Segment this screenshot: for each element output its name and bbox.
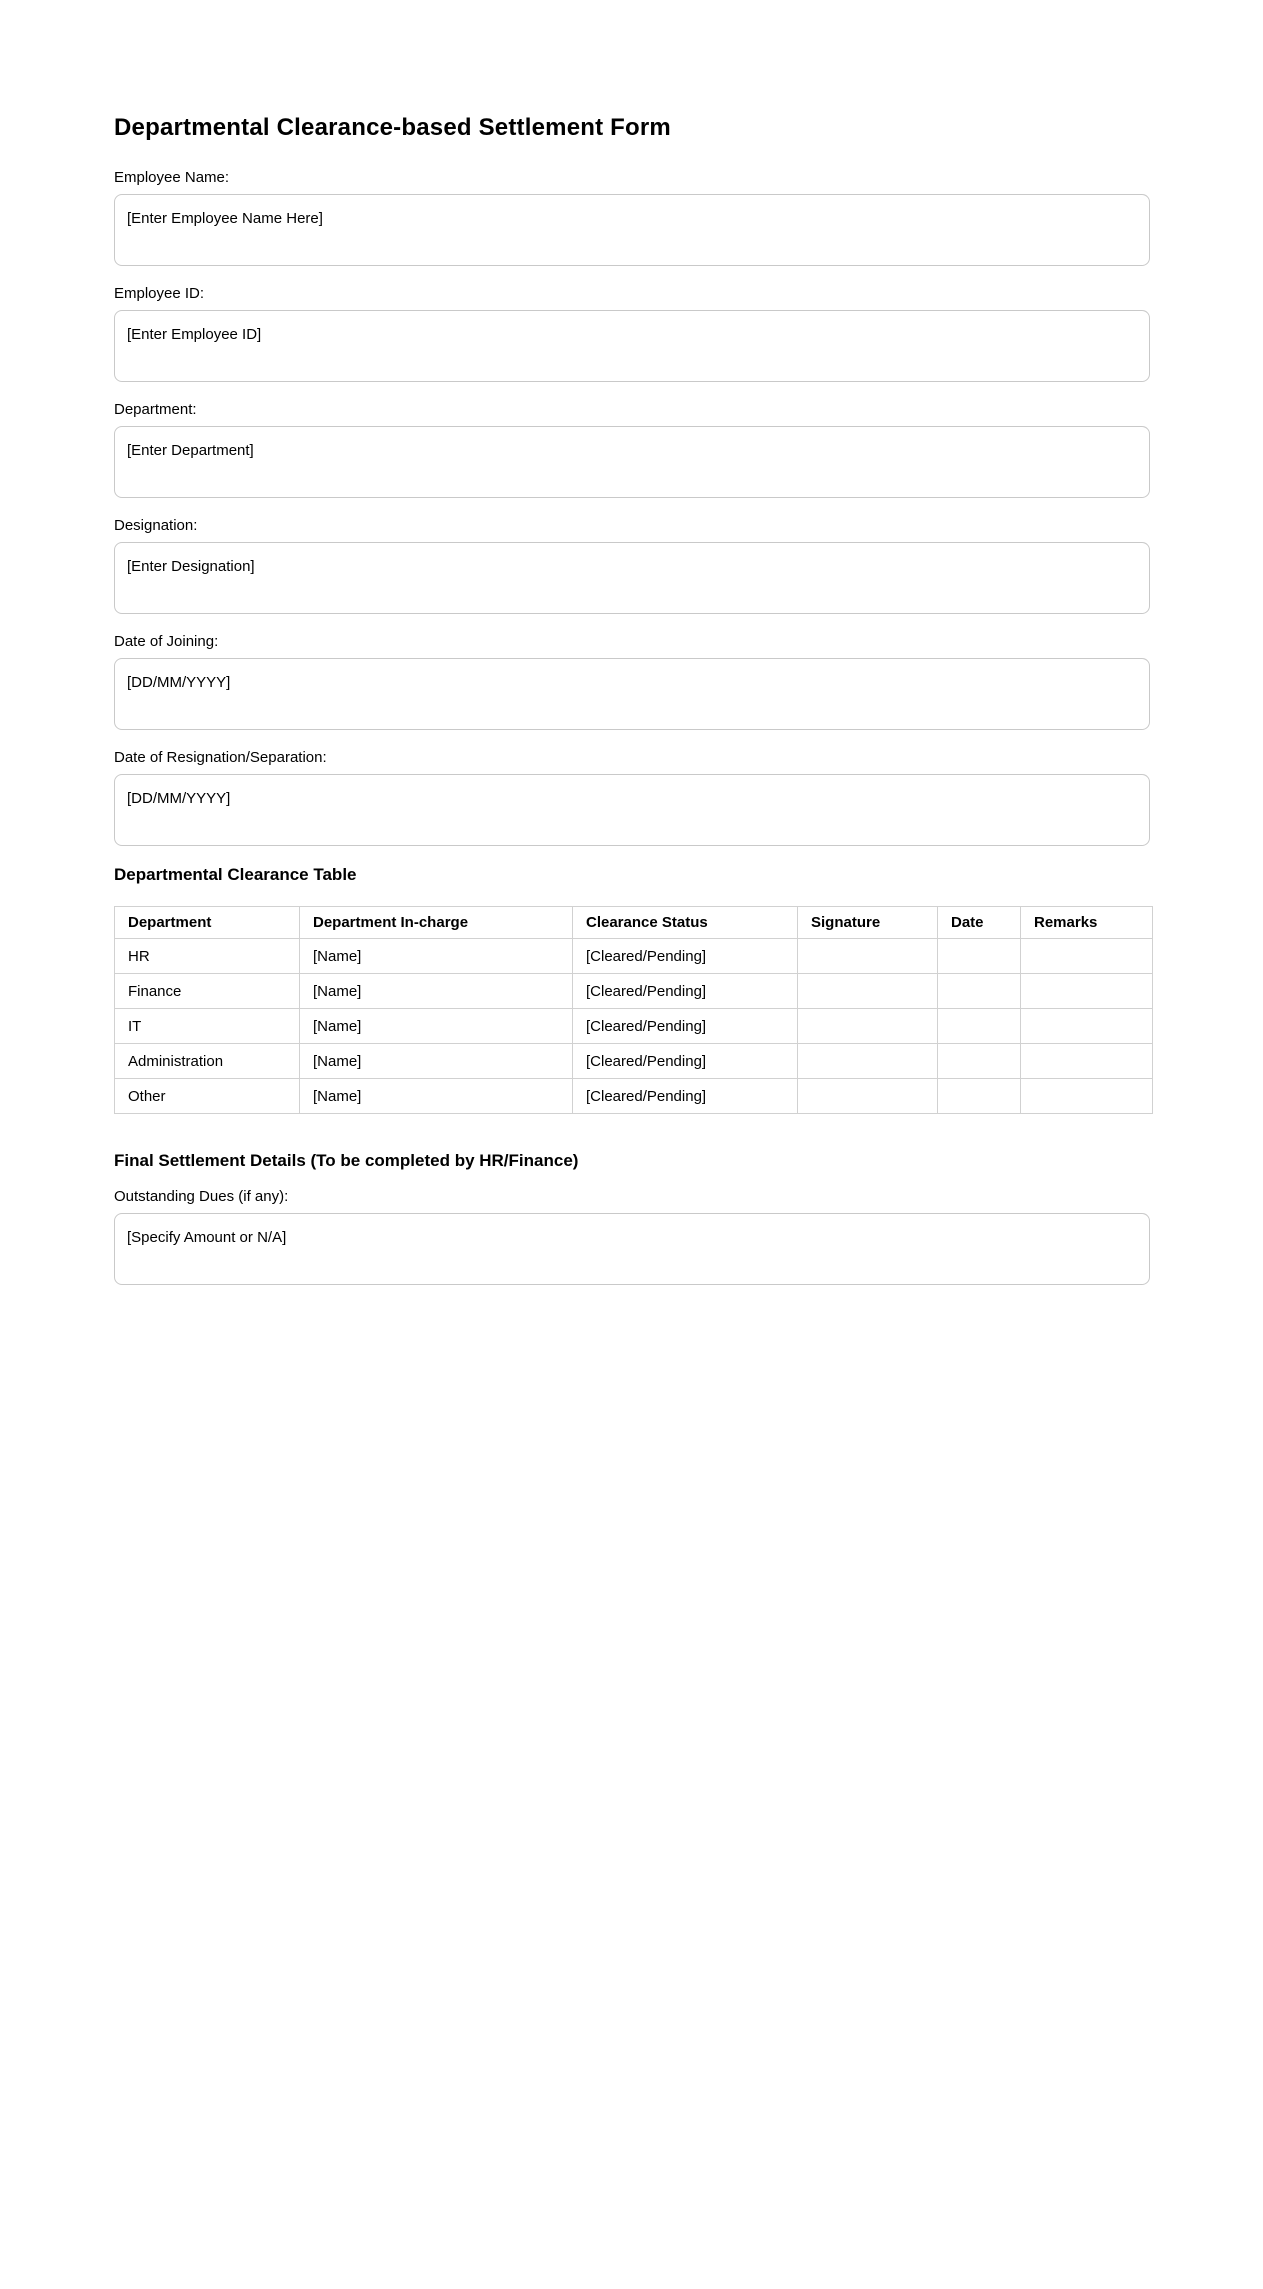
department-label: Department: [114, 401, 197, 418]
col-header-date: Date [938, 907, 1021, 939]
cell-department: Other [115, 1079, 300, 1114]
field-employee-id [114, 284, 1150, 382]
cell-remarks [1021, 1079, 1153, 1114]
table-row-other [115, 1079, 1153, 1114]
cell-remarks [1021, 939, 1153, 974]
cell-date [938, 1009, 1021, 1044]
clearance-table-heading: Departmental Clearance Table [114, 865, 357, 884]
cell-remarks [1021, 1044, 1153, 1079]
field-date-of-resignation [114, 748, 1150, 846]
field-date-of-joining [114, 632, 1150, 730]
employee-name-label: Employee Name: [114, 169, 230, 186]
date-of-resignation-label: Date of Resignation/Separation: [114, 749, 327, 766]
date-of-resignation-input[interactable]: [DD/MM/YYYY] [114, 774, 1150, 846]
cell-signature [798, 1044, 938, 1079]
cell-date [938, 1044, 1021, 1079]
cell-in-charge: [Name] [300, 1044, 573, 1079]
cell-status: [Cleared/Pending] [573, 974, 798, 1009]
col-header-department: Department [115, 907, 300, 939]
table-row-hr [115, 939, 1153, 974]
field-department [114, 400, 1150, 498]
outstanding-dues-label: Outstanding Dues (if any): [114, 1188, 289, 1205]
table-row-administration [115, 1044, 1153, 1079]
cell-department: Finance [115, 974, 300, 1009]
cell-signature [798, 939, 938, 974]
col-header-in-charge: Department In-charge [300, 907, 573, 939]
outstanding-dues-input[interactable]: [Specify Amount or N/A] [114, 1213, 1150, 1285]
cell-remarks [1021, 1009, 1153, 1044]
cell-department: IT [115, 1009, 300, 1044]
cell-status: [Cleared/Pending] [573, 1009, 798, 1044]
cell-date [938, 1079, 1021, 1114]
col-header-remarks: Remarks [1021, 907, 1153, 939]
field-designation [114, 516, 1150, 614]
cell-in-charge: [Name] [300, 939, 573, 974]
cell-date [938, 939, 1021, 974]
cell-signature [798, 1079, 938, 1114]
col-header-signature: Signature [798, 907, 938, 939]
page-title: Departmental Clearance-based Settlement Form [114, 114, 671, 141]
cell-status: [Cleared/Pending] [573, 1079, 798, 1114]
designation-input[interactable]: [Enter Designation] [114, 542, 1150, 614]
table-row-it [115, 1009, 1153, 1044]
cell-in-charge: [Name] [300, 1009, 573, 1044]
employee-id-label: Employee ID: [114, 285, 205, 302]
cell-status: [Cleared/Pending] [573, 1044, 798, 1079]
cell-in-charge: [Name] [300, 974, 573, 1009]
clearance-table [114, 906, 1153, 1114]
cell-department: Administration [115, 1044, 300, 1079]
employee-name-input[interactable]: [Enter Employee Name Here] [114, 194, 1150, 266]
department-input[interactable]: [Enter Department] [114, 426, 1150, 498]
date-of-joining-input[interactable]: [DD/MM/YYYY] [114, 658, 1150, 730]
employee-id-input[interactable]: [Enter Employee ID] [114, 310, 1150, 382]
cell-in-charge: [Name] [300, 1079, 573, 1114]
date-of-joining-label: Date of Joining: [114, 633, 219, 650]
table-row-finance [115, 974, 1153, 1009]
cell-remarks [1021, 974, 1153, 1009]
field-employee-name [114, 168, 1150, 266]
cell-signature [798, 1009, 938, 1044]
field-outstanding-dues [114, 1187, 1150, 1285]
col-header-status: Clearance Status [573, 907, 798, 939]
cell-department: HR [115, 939, 300, 974]
final-settlement-heading: Final Settlement Details (To be completed by HR/Finance) [114, 1151, 579, 1170]
cell-signature [798, 974, 938, 1009]
designation-label: Designation: [114, 517, 198, 534]
cell-date [938, 974, 1021, 1009]
table-header-row [115, 907, 1153, 939]
cell-status: [Cleared/Pending] [573, 939, 798, 974]
